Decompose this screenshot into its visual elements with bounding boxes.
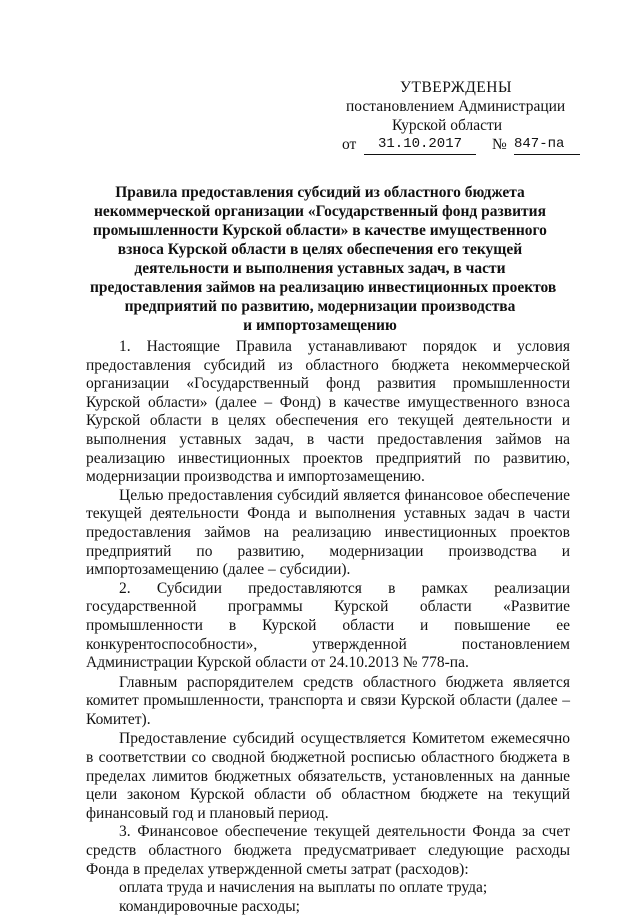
title-line: деятельности и выполнения уставных задач, в части <box>134 260 506 277</box>
paragraph-distributor: Главным распорядителем средств областного бюджета является комитет промышленности, транспорта и связи Курской области (далее – Комитет). <box>86 673 570 728</box>
paragraph-3: 3. Финансовое обеспечение текущей деятельности Фонда за счет средств областного бюджета предусматривает следующие расходы Фонда в пределах утвержденной сметы затрат (расходов): <box>86 823 570 878</box>
title-line: некоммерческой организации «Государственный фонд развития <box>94 203 546 220</box>
approval-line-resolution: постановлением Администрации <box>346 98 566 115</box>
paragraph-procedure: Предоставление субсидий осуществляется Комитетом ежемесячно в соответствии со сводной бюджетной росписью областного бюджета в пределах лимитов бюджетных обязательств, установленных на данные цели законом Курской области об областном бюджете на текущий финансовый год и плановый период. <box>86 730 570 822</box>
approval-date: 31.10.2017 <box>364 135 476 155</box>
approval-date-number <box>342 135 582 155</box>
date-prefix: от <box>342 136 357 153</box>
title-line: предприятий по развитию, модернизации производства <box>124 298 516 315</box>
approval-number: 847-па <box>514 135 580 155</box>
title-line: Правила предоставления субсидий из областного бюджета <box>115 184 525 201</box>
list-item: командировочные расходы; <box>119 897 300 915</box>
title-line: промышленности Курской области» в качестве имущественного <box>93 222 547 239</box>
number-prefix: № <box>492 136 507 153</box>
paragraph-goal: Целью предоставления субсидий является финансовое обеспечение текущей деятельности Фонда и выполнения уставных задач в части предоставления займов на реализацию инвестиционных проектов предприятий по развитию, модернизации производства и импортозамещению (далее – субсидии). <box>86 486 570 579</box>
title-line: взноса Курской области в целях обеспечения его текущей <box>117 241 523 258</box>
title-line: и импортозамещению <box>243 317 397 334</box>
approval-title: УТВЕРЖДЕНЫ <box>400 79 512 96</box>
list-item: оплата труда и начисления на выплаты по оплате труда; <box>119 879 488 897</box>
title-line: предоставления займов на реализацию инвестиционных проектов <box>90 279 557 296</box>
paragraph-2: 2. Субсидии предоставляются в рамках реализации государственной программы Курской области «Развитие промышленности в Курской области и повышение ее конкурентоспособности», утвержденной постановлением Администрации Курской области от 24.10.2013 № 778-па. <box>86 579 570 672</box>
document-body <box>86 338 570 916</box>
document-title <box>90 183 557 335</box>
approval-line-region: Курской области <box>392 117 503 134</box>
paragraph-1: 1. Настоящие Правила устанавливают порядок и условия предоставления субсидий из областного бюджета некоммерческой организации «Государственный фонд развития промышленности Курской области» (далее – Фонд) в качестве имущественного взноса Курской области в целях обеспечения его текущей деятельности и выполнения уставных задач, в части предоставления займов на реализацию инвестиционных проектов предприятий по развитию, модернизации производства и импортозамещению. <box>86 338 570 486</box>
